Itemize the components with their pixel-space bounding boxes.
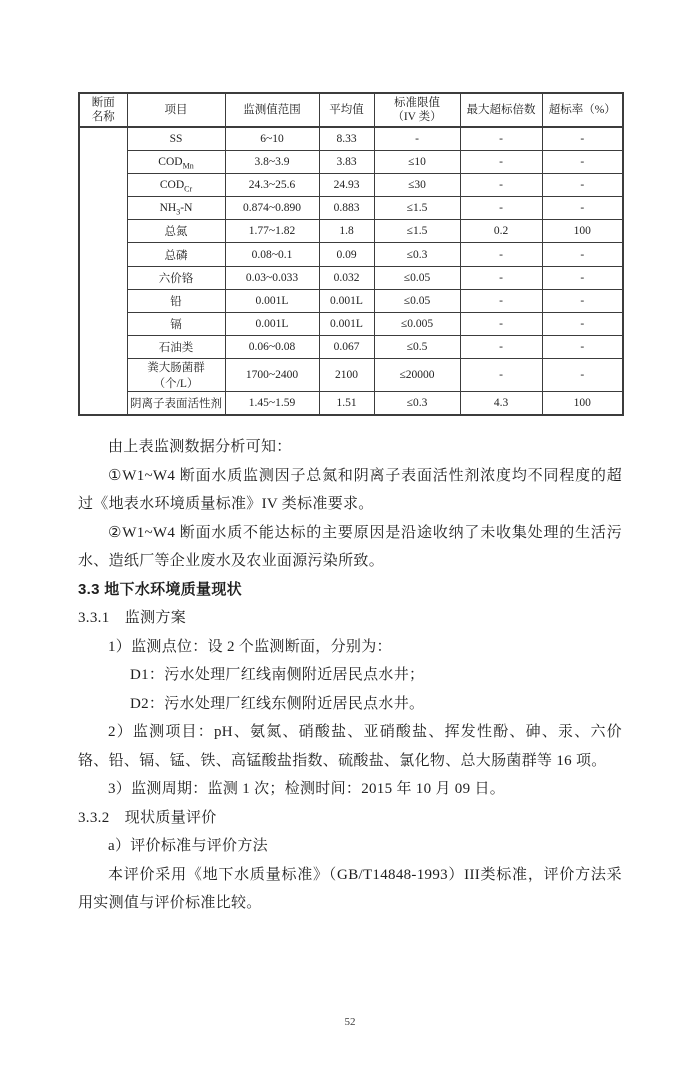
- paragraph: D1：污水处理厂红线南侧附近居民点水井；: [130, 667, 425, 684]
- value-cell: 1.8: [319, 220, 374, 243]
- value-cell: -: [542, 359, 623, 392]
- table-header-row: [79, 93, 623, 127]
- value-cell: ≤0.05: [374, 266, 460, 289]
- value-cell: -: [460, 289, 542, 312]
- section-heading: 3.3.2 现状质量评价: [78, 809, 217, 826]
- value-cell: ≤0.3: [374, 243, 460, 266]
- value-cell: -: [542, 289, 623, 312]
- value-cell: -: [542, 127, 623, 150]
- value-cell: 2100: [319, 359, 374, 392]
- section-heading: 3.3 地下水环境质量现状: [78, 580, 242, 598]
- table-row: [79, 127, 623, 150]
- value-cell: 3.8~3.9: [225, 150, 319, 173]
- value-cell: 0.001L: [225, 313, 319, 336]
- paragraph: D2：污水处理厂红线东侧附近居民点水井。: [130, 695, 425, 712]
- table-row: [79, 150, 623, 173]
- paragraph: 3）监测周期：监测 1 次；检测时间：2015 年 10 月 09 日。: [108, 781, 506, 798]
- value-cell: 0.2: [460, 220, 542, 243]
- paragraph: 本评价采用《地下水质量标准》（GB/T14848-1993）III类标准，评价方法采用实测值与评价标准比较。: [78, 866, 622, 912]
- value-cell: ≤1.5: [374, 197, 460, 220]
- value-cell: -: [460, 150, 542, 173]
- value-cell: 3.83: [319, 150, 374, 173]
- document-body-text: [78, 433, 622, 918]
- value-cell: 0.08~0.1: [225, 243, 319, 266]
- page-number: 52: [344, 1016, 356, 1028]
- value-cell: -: [542, 173, 623, 196]
- paragraph: 2）监测项目：pH、氨氮、硝酸盐、亚硝酸盐、挥发性酚、砷、汞、六价铬、铅、镉、锰、铁、高锰酸盐指数、硫酸盐、氯化物、总大肠菌群等 16 项。: [78, 724, 622, 769]
- value-cell: ≤0.005: [374, 313, 460, 336]
- table-row: [79, 197, 623, 220]
- value-cell: 0.067: [319, 336, 374, 359]
- item-cell: 粪大肠菌群（个/L）: [127, 359, 225, 392]
- value-cell: -: [460, 127, 542, 150]
- item-cell: 阴离子表面活性剂: [127, 392, 225, 415]
- value-cell: 1700~2400: [225, 359, 319, 392]
- value-cell: -: [542, 313, 623, 336]
- section-name-cell: [79, 127, 127, 415]
- column-header: 平均值: [319, 93, 374, 127]
- item-cell: $COD_{Mn}$: [127, 150, 225, 173]
- table-row: [79, 266, 623, 289]
- item-cell: SS: [127, 127, 225, 150]
- table-row: [79, 173, 623, 196]
- item-cell: 镉: [127, 313, 225, 336]
- value-cell: 0.032: [319, 266, 374, 289]
- value-cell: 0.001L: [225, 289, 319, 312]
- item-cell: 石油类: [127, 336, 225, 359]
- value-cell: -: [460, 359, 542, 392]
- value-cell: 0.03~0.033: [225, 266, 319, 289]
- document-page: [0, 92, 700, 1081]
- table-row: [79, 336, 623, 359]
- column-header: 超标率（%）: [542, 93, 623, 127]
- column-header: 最大超标倍数: [460, 93, 542, 127]
- item-cell: 铅: [127, 289, 225, 312]
- item-cell: $COD_{Cr}$: [127, 173, 225, 196]
- paragraph: 由上表监测数据分析可知：: [108, 439, 292, 456]
- value-cell: ≤20000: [374, 359, 460, 392]
- value-cell: 24.93: [319, 173, 374, 196]
- value-cell: ≤1.5: [374, 220, 460, 243]
- paragraph: 1）监测点位：设 2 个监测断面，分别为：: [108, 638, 392, 655]
- value-cell: -: [460, 197, 542, 220]
- paragraph: ①W1~W4 断面水质监测因子总氮和阴离子表面活性剂浓度均不同程度的超过《地表水环境质量标准》IV 类标准要求。: [78, 467, 622, 513]
- value-cell: 100: [542, 220, 623, 243]
- item-cell: 总氮: [127, 220, 225, 243]
- table-row: [79, 289, 623, 312]
- value-cell: 6~10: [225, 127, 319, 150]
- value-cell: 1.45~1.59: [225, 392, 319, 415]
- paragraph: ②W1~W4 断面水质不能达标的主要原因是沿途收纳了未收集处理的生活污水、造纸厂等企业废水及农业面源污染所致。: [78, 524, 622, 570]
- column-header: 标准限值 （IV 类）: [374, 93, 460, 127]
- table-row: [79, 392, 623, 415]
- value-cell: 8.33: [319, 127, 374, 150]
- value-cell: -: [460, 173, 542, 196]
- item-cell: 总磷: [127, 243, 225, 266]
- value-cell: -: [374, 127, 460, 150]
- value-cell: 1.51: [319, 392, 374, 415]
- value-cell: 100: [542, 392, 623, 415]
- value-cell: 24.3~25.6: [225, 173, 319, 196]
- value-cell: 0.883: [319, 197, 374, 220]
- table-row: [79, 359, 623, 392]
- water-quality-monitoring-table: [78, 92, 624, 416]
- value-cell: ≤30: [374, 173, 460, 196]
- column-header: 断面 名称: [79, 93, 127, 127]
- value-cell: -: [542, 150, 623, 173]
- item-cell: $NH_3-N$: [127, 197, 225, 220]
- table-row: [79, 220, 623, 243]
- value-cell: ≤0.3: [374, 392, 460, 415]
- value-cell: -: [460, 243, 542, 266]
- value-cell: 0.06~0.08: [225, 336, 319, 359]
- value-cell: -: [460, 336, 542, 359]
- column-header: 项目: [127, 93, 225, 127]
- value-cell: 4.3: [460, 392, 542, 415]
- item-cell: 六价铬: [127, 266, 225, 289]
- value-cell: ≤0.05: [374, 289, 460, 312]
- value-cell: -: [542, 336, 623, 359]
- value-cell: -: [542, 266, 623, 289]
- value-cell: 0.001L: [319, 313, 374, 336]
- column-header: 监测值范围: [225, 93, 319, 127]
- value-cell: -: [460, 266, 542, 289]
- value-cell: ≤0.5: [374, 336, 460, 359]
- value-cell: 0.001L: [319, 289, 374, 312]
- value-cell: ≤10: [374, 150, 460, 173]
- value-cell: -: [542, 243, 623, 266]
- value-cell: 0.874~0.890: [225, 197, 319, 220]
- value-cell: -: [542, 197, 623, 220]
- section-heading: 3.3.1 监测方案: [78, 610, 187, 627]
- value-cell: -: [460, 313, 542, 336]
- paragraph: a）评价标准与评价方法: [108, 838, 268, 855]
- value-cell: 0.09: [319, 243, 374, 266]
- table-row: [79, 313, 623, 336]
- value-cell: 1.77~1.82: [225, 220, 319, 243]
- table-row: [79, 243, 623, 266]
